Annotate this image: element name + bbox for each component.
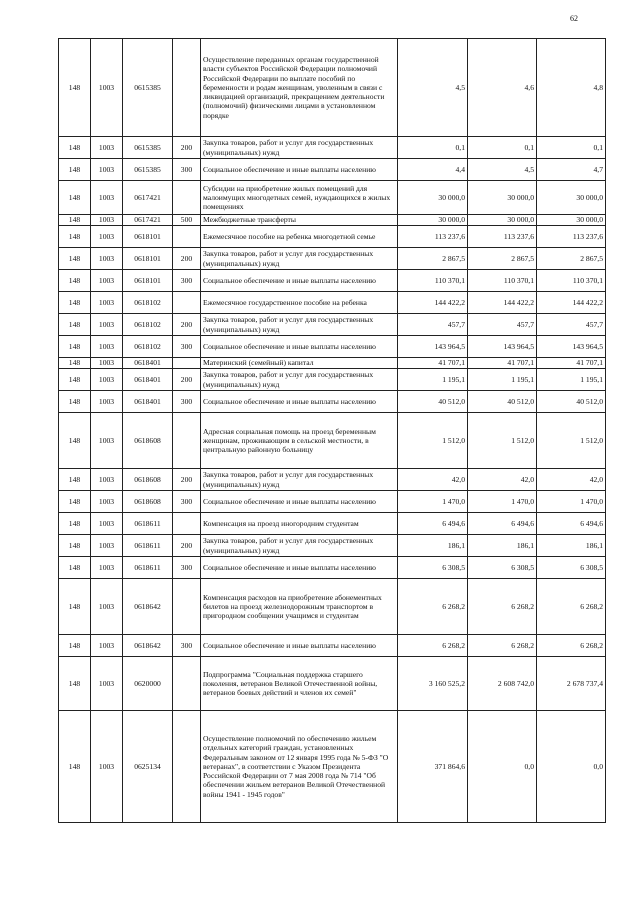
expense-type-cell — [173, 181, 201, 215]
admin-code-cell: 148 — [59, 369, 91, 391]
amount-year2-cell: 30 000,0 — [468, 181, 537, 215]
target-article-cell: 0620000 — [123, 657, 173, 711]
amount-year1-cell: 1 512,0 — [398, 413, 468, 469]
section-code-cell: 1003 — [91, 413, 123, 469]
table-row — [59, 369, 606, 391]
target-article-cell: 0618642 — [123, 579, 173, 635]
amount-year2-cell: 0,0 — [468, 711, 537, 823]
amount-year3-cell: 186,1 — [537, 535, 606, 557]
description-cell: Закупка товаров, работ и услуг для государственных (муниципальных) нужд — [201, 248, 398, 270]
amount-year1-cell: 40 512,0 — [398, 391, 468, 413]
target-article-cell: 0618401 — [123, 369, 173, 391]
section-code-cell: 1003 — [91, 711, 123, 823]
section-code-cell: 1003 — [91, 557, 123, 579]
description-cell: Материнский (семейный) капитал — [201, 358, 398, 369]
expense-type-cell — [173, 226, 201, 248]
expense-type-cell: 300 — [173, 270, 201, 292]
amount-year2-cell: 457,7 — [468, 314, 537, 336]
description-cell: Социальное обеспечение и иные выплаты населению — [201, 270, 398, 292]
target-article-cell: 0618611 — [123, 535, 173, 557]
amount-year3-cell: 40 512,0 — [537, 391, 606, 413]
amount-year2-cell: 2 608 742,0 — [468, 657, 537, 711]
expense-type-cell — [173, 513, 201, 535]
expense-type-cell: 200 — [173, 469, 201, 491]
amount-year1-cell: 371 864,6 — [398, 711, 468, 823]
amount-year2-cell: 1 512,0 — [468, 413, 537, 469]
target-article-cell: 0615385 — [123, 137, 173, 159]
table-row — [59, 181, 606, 215]
expense-type-cell: 300 — [173, 635, 201, 657]
target-article-cell: 0618102 — [123, 336, 173, 358]
budget-table — [58, 38, 606, 823]
expense-type-cell: 300 — [173, 557, 201, 579]
table-row — [59, 270, 606, 292]
amount-year3-cell: 1 195,1 — [537, 369, 606, 391]
amount-year3-cell: 143 964,5 — [537, 336, 606, 358]
page-number: 62 — [570, 14, 578, 23]
section-code-cell: 1003 — [91, 159, 123, 181]
section-code-cell: 1003 — [91, 513, 123, 535]
admin-code-cell: 148 — [59, 557, 91, 579]
amount-year2-cell: 41 707,1 — [468, 358, 537, 369]
amount-year1-cell: 2 867,5 — [398, 248, 468, 270]
amount-year1-cell: 6 494,6 — [398, 513, 468, 535]
amount-year1-cell: 4,5 — [398, 39, 468, 137]
amount-year1-cell: 143 964,5 — [398, 336, 468, 358]
amount-year3-cell: 2 867,5 — [537, 248, 606, 270]
section-code-cell: 1003 — [91, 248, 123, 270]
table-row — [59, 635, 606, 657]
table-row — [59, 391, 606, 413]
admin-code-cell: 148 — [59, 579, 91, 635]
admin-code-cell: 148 — [59, 226, 91, 248]
admin-code-cell: 148 — [59, 491, 91, 513]
description-cell: Субсидии на приобретение жилых помещений для малоимущих многодетных семей, нуждающихся в жилых помещениях — [201, 181, 398, 215]
amount-year3-cell: 30 000,0 — [537, 181, 606, 215]
amount-year2-cell: 143 964,5 — [468, 336, 537, 358]
amount-year2-cell: 2 867,5 — [468, 248, 537, 270]
amount-year1-cell: 110 370,1 — [398, 270, 468, 292]
expense-type-cell — [173, 292, 201, 314]
amount-year1-cell: 1 470,0 — [398, 491, 468, 513]
target-article-cell: 0618101 — [123, 226, 173, 248]
section-code-cell: 1003 — [91, 469, 123, 491]
section-code-cell: 1003 — [91, 369, 123, 391]
target-article-cell: 0618101 — [123, 248, 173, 270]
amount-year2-cell: 144 422,2 — [468, 292, 537, 314]
table-row — [59, 358, 606, 369]
section-code-cell: 1003 — [91, 391, 123, 413]
amount-year3-cell: 4,8 — [537, 39, 606, 137]
admin-code-cell: 148 — [59, 358, 91, 369]
table-row — [59, 535, 606, 557]
section-code-cell: 1003 — [91, 226, 123, 248]
amount-year3-cell: 0,0 — [537, 711, 606, 823]
table-row — [59, 513, 606, 535]
table-body — [59, 39, 606, 823]
section-code-cell: 1003 — [91, 292, 123, 314]
description-cell: Социальное обеспечение и иные выплаты населению — [201, 159, 398, 181]
admin-code-cell: 148 — [59, 657, 91, 711]
admin-code-cell: 148 — [59, 711, 91, 823]
section-code-cell: 1003 — [91, 535, 123, 557]
amount-year2-cell: 113 237,6 — [468, 226, 537, 248]
description-cell: Закупка товаров, работ и услуг для государственных (муниципальных) нужд — [201, 469, 398, 491]
amount-year1-cell: 0,1 — [398, 137, 468, 159]
target-article-cell: 0617421 — [123, 215, 173, 226]
admin-code-cell: 148 — [59, 137, 91, 159]
amount-year3-cell: 1 512,0 — [537, 413, 606, 469]
admin-code-cell: 148 — [59, 635, 91, 657]
table-row — [59, 39, 606, 137]
target-article-cell: 0618102 — [123, 292, 173, 314]
amount-year1-cell: 6 308,5 — [398, 557, 468, 579]
description-cell: Осуществление полномочий по обеспечению жильем отдельных категорий граждан, установленных Федеральным законом от 12 января 1995 года № 5-ФЗ "О ветеранах", в соответствии с Указом Президента Российской Федерации от 7 мая 2008 года № 714 "Об обеспечении жильем ветеранов Великой Отечественной войны 1941 - 1945 годов" — [201, 711, 398, 823]
description-cell: Компенсация на проезд иногородним студентам — [201, 513, 398, 535]
expense-type-cell — [173, 358, 201, 369]
amount-year3-cell: 6 268,2 — [537, 635, 606, 657]
amount-year1-cell: 41 707,1 — [398, 358, 468, 369]
amount-year1-cell: 144 422,2 — [398, 292, 468, 314]
amount-year1-cell: 4,4 — [398, 159, 468, 181]
description-cell: Подпрограмма "Социальная поддержка старшего поколения, ветеранов Великой Отечественной войны, ветеранов боевых действий и членов их семей" — [201, 657, 398, 711]
admin-code-cell: 148 — [59, 159, 91, 181]
expense-type-cell — [173, 657, 201, 711]
amount-year2-cell: 30 000,0 — [468, 215, 537, 226]
target-article-cell: 0618608 — [123, 491, 173, 513]
amount-year2-cell: 6 268,2 — [468, 579, 537, 635]
description-cell: Закупка товаров, работ и услуг для государственных (муниципальных) нужд — [201, 137, 398, 159]
description-cell: Социальное обеспечение и иные выплаты населению — [201, 557, 398, 579]
expense-type-cell: 200 — [173, 369, 201, 391]
section-code-cell: 1003 — [91, 39, 123, 137]
table-row — [59, 248, 606, 270]
admin-code-cell: 148 — [59, 314, 91, 336]
target-article-cell: 0625134 — [123, 711, 173, 823]
description-cell: Социальное обеспечение и иные выплаты населению — [201, 336, 398, 358]
target-article-cell: 0618611 — [123, 557, 173, 579]
expense-type-cell: 200 — [173, 535, 201, 557]
admin-code-cell: 148 — [59, 248, 91, 270]
target-article-cell: 0618401 — [123, 358, 173, 369]
amount-year2-cell: 4,6 — [468, 39, 537, 137]
table-row — [59, 314, 606, 336]
amount-year1-cell: 6 268,2 — [398, 579, 468, 635]
description-cell: Осуществление переданных органам государственной власти субъектов Российской Федерации полномочий Российской Федерации по выплате пособий по беременности и родам женщинам, уволенным в связи с ликвидацией организаций, прекращением деятельности (полномочий) физическими лицами в установленном порядке — [201, 39, 398, 137]
table-row — [59, 711, 606, 823]
expense-type-cell: 300 — [173, 336, 201, 358]
table-row — [59, 292, 606, 314]
table-row — [59, 413, 606, 469]
section-code-cell: 1003 — [91, 579, 123, 635]
amount-year1-cell: 186,1 — [398, 535, 468, 557]
admin-code-cell: 148 — [59, 39, 91, 137]
amount-year3-cell: 6 308,5 — [537, 557, 606, 579]
amount-year3-cell: 30 000,0 — [537, 215, 606, 226]
amount-year3-cell: 457,7 — [537, 314, 606, 336]
amount-year3-cell: 144 422,2 — [537, 292, 606, 314]
amount-year3-cell: 0,1 — [537, 137, 606, 159]
admin-code-cell: 148 — [59, 513, 91, 535]
target-article-cell: 0617421 — [123, 181, 173, 215]
section-code-cell: 1003 — [91, 270, 123, 292]
amount-year2-cell: 42,0 — [468, 469, 537, 491]
section-code-cell: 1003 — [91, 137, 123, 159]
expense-type-cell — [173, 711, 201, 823]
description-cell: Закупка товаров, работ и услуг для государственных (муниципальных) нужд — [201, 369, 398, 391]
amount-year1-cell: 457,7 — [398, 314, 468, 336]
expense-type-cell: 200 — [173, 137, 201, 159]
amount-year3-cell: 4,7 — [537, 159, 606, 181]
amount-year3-cell: 42,0 — [537, 469, 606, 491]
description-cell: Ежемесячное пособие на ребенка многодетной семье — [201, 226, 398, 248]
admin-code-cell: 148 — [59, 413, 91, 469]
target-article-cell: 0615385 — [123, 39, 173, 137]
description-cell: Компенсация расходов на приобретение абонементных билетов на проезд железнодорожным транспортом в пригородном сообщении учащимся и студентам — [201, 579, 398, 635]
description-cell: Адресная социальная помощь на проезд беременным женщинам, проживающим в сельской местности, в центральную районную больницу — [201, 413, 398, 469]
amount-year3-cell: 41 707,1 — [537, 358, 606, 369]
section-code-cell: 1003 — [91, 181, 123, 215]
target-article-cell: 0618611 — [123, 513, 173, 535]
amount-year2-cell: 6 494,6 — [468, 513, 537, 535]
amount-year1-cell: 30 000,0 — [398, 181, 468, 215]
target-article-cell: 0618102 — [123, 314, 173, 336]
amount-year1-cell: 6 268,2 — [398, 635, 468, 657]
admin-code-cell: 148 — [59, 336, 91, 358]
amount-year3-cell: 6 268,2 — [537, 579, 606, 635]
expense-type-cell — [173, 413, 201, 469]
amount-year2-cell: 40 512,0 — [468, 391, 537, 413]
admin-code-cell: 148 — [59, 181, 91, 215]
expense-type-cell: 300 — [173, 491, 201, 513]
section-code-cell: 1003 — [91, 358, 123, 369]
target-article-cell: 0618642 — [123, 635, 173, 657]
admin-code-cell: 148 — [59, 292, 91, 314]
target-article-cell: 0615385 — [123, 159, 173, 181]
section-code-cell: 1003 — [91, 657, 123, 711]
admin-code-cell: 148 — [59, 215, 91, 226]
expense-type-cell: 500 — [173, 215, 201, 226]
table-row — [59, 336, 606, 358]
admin-code-cell: 148 — [59, 270, 91, 292]
table-row — [59, 579, 606, 635]
amount-year2-cell: 0,1 — [468, 137, 537, 159]
expense-type-cell: 300 — [173, 159, 201, 181]
table-row — [59, 657, 606, 711]
amount-year1-cell: 42,0 — [398, 469, 468, 491]
amount-year2-cell: 6 268,2 — [468, 635, 537, 657]
amount-year2-cell: 186,1 — [468, 535, 537, 557]
section-code-cell: 1003 — [91, 491, 123, 513]
amount-year3-cell: 1 470,0 — [537, 491, 606, 513]
table-row — [59, 469, 606, 491]
table-row — [59, 159, 606, 181]
expense-type-cell: 200 — [173, 314, 201, 336]
target-article-cell: 0618608 — [123, 413, 173, 469]
amount-year2-cell: 1 470,0 — [468, 491, 537, 513]
amount-year3-cell: 2 678 737,4 — [537, 657, 606, 711]
table-row — [59, 557, 606, 579]
amount-year1-cell: 30 000,0 — [398, 215, 468, 226]
description-cell: Социальное обеспечение и иные выплаты населению — [201, 635, 398, 657]
description-cell: Межбюджетные трансферты — [201, 215, 398, 226]
description-cell: Ежемесячное государственное пособие на ребенка — [201, 292, 398, 314]
admin-code-cell: 148 — [59, 535, 91, 557]
amount-year2-cell: 1 195,1 — [468, 369, 537, 391]
expense-type-cell: 200 — [173, 248, 201, 270]
target-article-cell: 0618608 — [123, 469, 173, 491]
section-code-cell: 1003 — [91, 314, 123, 336]
target-article-cell: 0618101 — [123, 270, 173, 292]
description-cell: Закупка товаров, работ и услуг для государственных (муниципальных) нужд — [201, 314, 398, 336]
amount-year3-cell: 6 494,6 — [537, 513, 606, 535]
admin-code-cell: 148 — [59, 469, 91, 491]
section-code-cell: 1003 — [91, 215, 123, 226]
table-row — [59, 137, 606, 159]
amount-year1-cell: 1 195,1 — [398, 369, 468, 391]
expense-type-cell: 300 — [173, 391, 201, 413]
expense-type-cell — [173, 579, 201, 635]
amount-year1-cell: 3 160 525,2 — [398, 657, 468, 711]
amount-year3-cell: 113 237,6 — [537, 226, 606, 248]
admin-code-cell: 148 — [59, 391, 91, 413]
table-row — [59, 491, 606, 513]
amount-year2-cell: 6 308,5 — [468, 557, 537, 579]
amount-year3-cell: 110 370,1 — [537, 270, 606, 292]
table-row — [59, 226, 606, 248]
section-code-cell: 1003 — [91, 336, 123, 358]
amount-year2-cell: 110 370,1 — [468, 270, 537, 292]
description-cell: Социальное обеспечение и иные выплаты населению — [201, 491, 398, 513]
description-cell: Закупка товаров, работ и услуг для государственных (муниципальных) нужд — [201, 535, 398, 557]
amount-year1-cell: 113 237,6 — [398, 226, 468, 248]
expense-type-cell — [173, 39, 201, 137]
section-code-cell: 1003 — [91, 635, 123, 657]
target-article-cell: 0618401 — [123, 391, 173, 413]
amount-year2-cell: 4,5 — [468, 159, 537, 181]
description-cell: Социальное обеспечение и иные выплаты населению — [201, 391, 398, 413]
table-row — [59, 215, 606, 226]
